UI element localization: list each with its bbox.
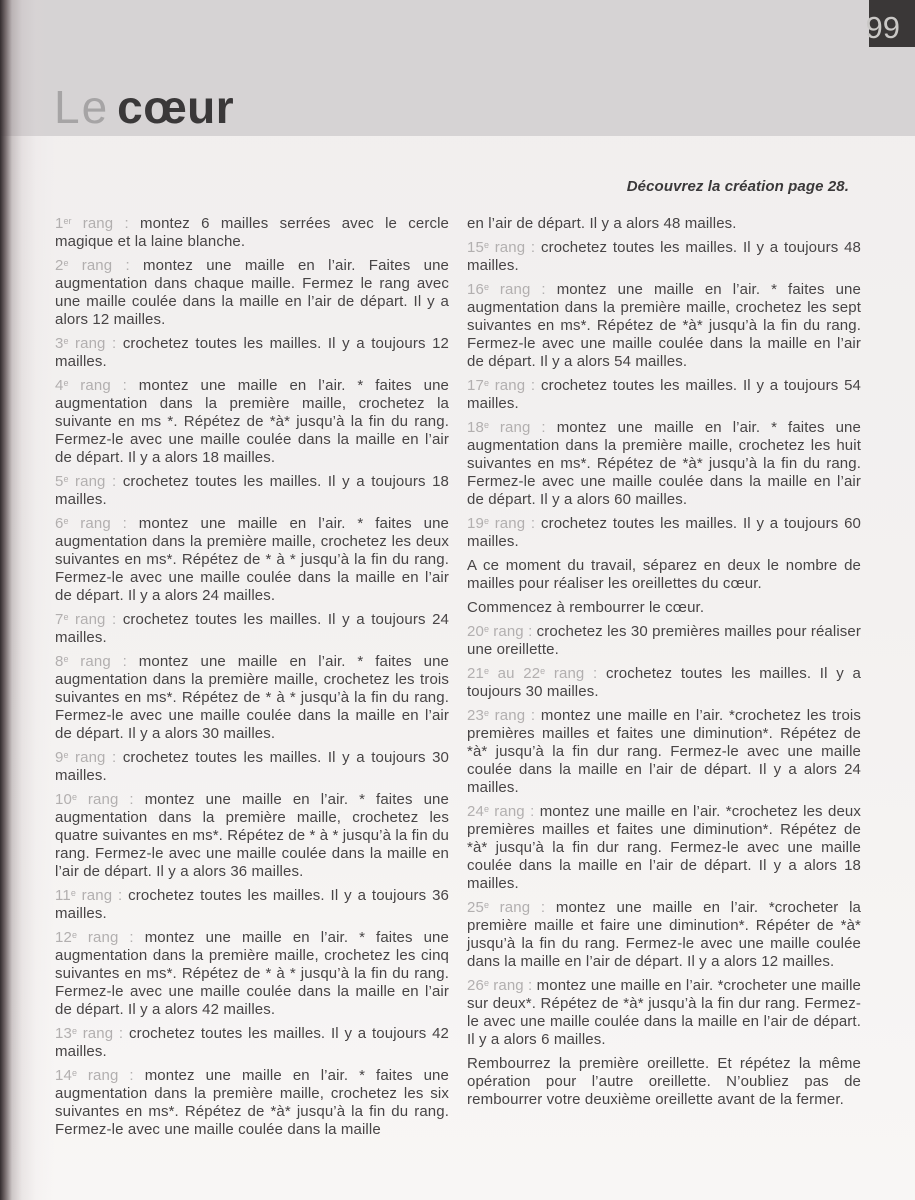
rang-label: 1er rang : bbox=[55, 215, 140, 232]
rang-paragraph bbox=[467, 899, 861, 971]
header-band bbox=[0, 0, 915, 136]
rang-label: 11e rang : bbox=[55, 887, 129, 904]
paragraph-text: crochetez toutes les mailles. Il y a toujours 54 mailles. bbox=[467, 377, 861, 412]
paragraph-text: montez une maille en l’air. * faites une augmentation dans la première maille, crochetez les huit suivantes en ms*. Répétez de *à* jusqu’à la fin du rang. Fermez-le avec une maille coulée dans la maille en l’air de départ. Il y a alors 60 mailles. bbox=[467, 419, 861, 508]
rang-label: 17e rang : bbox=[467, 377, 541, 394]
paragraph-text: A ce moment du travail, séparez en deux le nombre de mailles pour réaliser les oreillettes du cœur. bbox=[467, 557, 861, 592]
paragraph-text: crochetez les 30 premières mailles pour réaliser une oreillette. bbox=[467, 623, 862, 658]
rang-label: 23e rang : bbox=[467, 707, 541, 724]
paragraph-text: crochetez toutes les mailles. Il y a toujours 36 mailles. bbox=[55, 887, 450, 922]
rang-paragraph bbox=[467, 707, 861, 797]
paragraph-text: montez une maille en l’air. * faites une augmentation dans la première maille, crochetez les deux suivantes en ms*. Répétez de * à * jusqu’à la fin du rang. Fermez-le avec une maille coulée dans la maille en l’air de départ. Il y a alors 24 mailles. bbox=[55, 515, 449, 604]
rang-label: 25e rang : bbox=[467, 899, 556, 916]
content-columns bbox=[55, 215, 861, 1139]
rang-paragraph bbox=[467, 281, 861, 371]
rang-paragraph bbox=[467, 377, 861, 413]
rang-paragraph bbox=[55, 749, 449, 785]
paragraph-text: montez une maille en l’air. * faites une augmentation dans la première maille, crochetez les six suivantes en ms*. Répétez de *à* jusqu’à la fin du rang. Fermez-le avec une maille coulée dans la maille bbox=[55, 1067, 449, 1138]
rang-label: 9e rang : bbox=[55, 749, 123, 766]
binding-shadow bbox=[0, 0, 54, 1200]
text-paragraph bbox=[467, 1055, 861, 1109]
paragraph-text: crochetez toutes les mailles. Il y a toujours 30 mailles. bbox=[55, 749, 450, 784]
rang-paragraph bbox=[467, 515, 861, 551]
rang-label: 12e rang : bbox=[55, 929, 145, 946]
paragraph-text: crochetez toutes les mailles. Il y a toujours 12 mailles. bbox=[55, 335, 450, 370]
paragraph-text: crochetez toutes les mailles. Il y a toujours 48 mailles. bbox=[467, 239, 861, 274]
paragraph-text: Rembourrez la première oreillette. Et répétez la même opération pour l’autre oreillette. N’oubliez pas de rembourrer votre deuxième oreillette avant de la fermer. bbox=[467, 1055, 861, 1108]
rang-paragraph bbox=[55, 1067, 449, 1139]
rang-paragraph bbox=[55, 335, 449, 371]
page-title-article: Le bbox=[54, 81, 110, 133]
rang-label: 14e rang : bbox=[55, 1067, 145, 1084]
rang-paragraph bbox=[55, 257, 449, 329]
paragraph-text: crochetez toutes les mailles. Il y a toujours 60 mailles. bbox=[467, 515, 861, 550]
rang-paragraph bbox=[55, 611, 449, 647]
rang-label: 6e rang : bbox=[55, 515, 139, 532]
rang-paragraph bbox=[467, 239, 861, 275]
paragraph-text: montez une maille en l’air. * faites une augmentation dans la première maille, crochetez les sept suivantes en ms*. Répétez de *à* jusqu’à la fin du rang. Fermez-le avec une maille coulée dans la maille en l’air de départ. Il y a alors 54 mailles. bbox=[467, 281, 861, 370]
paragraph-text: crochetez toutes les mailles. Il y a toujours 42 mailles. bbox=[55, 1025, 449, 1060]
rang-label: 16e rang : bbox=[467, 281, 557, 298]
text-paragraph bbox=[467, 599, 861, 617]
rang-label: 20e rang : bbox=[467, 623, 537, 640]
rang-paragraph bbox=[55, 791, 449, 881]
rang-label: 26e rang : bbox=[467, 977, 537, 994]
page-title bbox=[54, 81, 235, 133]
rang-label: 4e rang : bbox=[55, 377, 139, 394]
paragraph-text: crochetez toutes les mailles. Il y a toujours 18 mailles. bbox=[55, 473, 450, 508]
paragraph-text: crochetez toutes les mailles. Il y a toujours 30 mailles. bbox=[467, 665, 861, 700]
rang-label: 5e rang : bbox=[55, 473, 123, 490]
rang-paragraph bbox=[55, 473, 449, 509]
paragraph-text: en l’air de départ. Il y a alors 48 mailles. bbox=[467, 215, 737, 232]
rang-label: 7e rang : bbox=[55, 611, 123, 628]
page-number: 99 bbox=[865, 10, 900, 45]
text-paragraph bbox=[467, 557, 861, 593]
rang-label: 19e rang : bbox=[467, 515, 541, 532]
paragraph-text: montez 6 mailles serrées avec le cercle magique et la laine blanche. bbox=[55, 215, 449, 250]
paragraph-text: montez une maille en l’air. *crocheter une maille sur deux*. Répétez de *à* jusqu’à la fin dur rang. Fermez-le avec une maille coulée dans la maille en l’air de départ. Il y a alors 6 mailles. bbox=[467, 977, 862, 1048]
rang-label: 13e rang : bbox=[55, 1025, 129, 1042]
rang-paragraph bbox=[55, 929, 449, 1019]
paragraph-text: crochetez toutes les mailles. Il y a toujours 24 mailles. bbox=[55, 611, 450, 646]
rang-paragraph bbox=[467, 419, 861, 509]
rang-paragraph bbox=[467, 665, 861, 701]
rang-paragraph bbox=[55, 1025, 449, 1061]
rang-paragraph bbox=[55, 887, 449, 923]
rang-paragraph bbox=[55, 215, 449, 251]
rang-label: 18e rang : bbox=[467, 419, 557, 436]
paragraph-text: montez une maille en l’air. * faites une augmentation dans la première maille, crochetez les trois suivantes en ms*. Répétez de * à * jusqu’à la fin du rang. Fermez-le avec une maille coulée dans la maille en l’air de départ. Il y a alors 30 mailles. bbox=[55, 653, 449, 742]
paragraph-text: montez une maille en l’air. * faites une augmentation dans la première maille, crochetez la suivante en ms *. Répétez de *à* jusqu’à la fin du rang. Fermez-le avec une maille coulée dans la maille en l’air de départ. Il y a alors 18 mailles. bbox=[55, 377, 449, 466]
column-right bbox=[467, 215, 861, 1139]
paragraph-text: montez une maille en l’air. *crochetez les deux premières mailles et faites une diminution*. Répétez de *à* jusqu’à la fin dur rang. Fermez-le avec une maille coulée dans la maille en l’air de départ. Il y a alors 18 mailles. bbox=[467, 803, 861, 892]
rang-paragraph bbox=[467, 977, 861, 1049]
subtitle-reference: Découvrez la création page 28. bbox=[626, 178, 849, 195]
rang-label: 24e rang : bbox=[467, 803, 540, 820]
paragraph-text: montez une maille en l’air. * faites une augmentation dans la première maille, crochetez les cinq suivantes en ms*. Répétez de * à * jusqu’à la fin du rang. Fermez-le avec une maille coulée dans la maille en l’air de départ. Il y a alors 42 mailles. bbox=[55, 929, 449, 1018]
rang-label: 21e au 22e rang : bbox=[467, 665, 607, 682]
column-left bbox=[55, 215, 449, 1139]
rang-label: 2e rang : bbox=[55, 257, 144, 274]
paragraph-text: Commencez à rembourrer le cœur. bbox=[467, 599, 705, 616]
rang-paragraph bbox=[55, 653, 449, 743]
paragraph-text: montez une maille en l’air. *crochetez les trois premières mailles et faites une diminution*. Répétez de *à* jusqu’à la fin dur rang. Fermez-le avec une maille coulée dans la maille en l’air de départ. Il y a alors 24 mailles. bbox=[467, 707, 861, 796]
text-paragraph bbox=[467, 215, 861, 233]
rang-paragraph bbox=[55, 377, 449, 467]
rang-paragraph bbox=[467, 803, 861, 893]
rang-paragraph bbox=[55, 515, 449, 605]
rang-label: 10e rang : bbox=[55, 791, 145, 808]
rang-label: 15e rang : bbox=[467, 239, 541, 256]
paragraph-text: montez une maille en l’air. * faites une augmentation dans la première maille, crochetez les quatre suivantes en ms*. Répétez de * à * jusqu’à la fin du rang. Fermez-le avec une maille coulée dans la maille en l’air de départ. Il y a alors 36 mailles. bbox=[55, 791, 449, 880]
paragraph-text: montez une maille en l’air. Faites une augmentation dans chaque maille. Fermez le rang avec une maille coulée dans la maille en l’air de départ. Il y a alors 12 mailles. bbox=[55, 257, 449, 328]
page-title-word: cœur bbox=[117, 81, 235, 133]
paragraph-text: montez une maille en l’air. *crocheter la première maille et faire une diminution*. Répéter de *à* jusqu’à la fin du rang. Fermez-le avec une maille coulée dans la maille en l’air de départ. Il y a alors 12 mailles. bbox=[467, 899, 862, 970]
rang-paragraph bbox=[467, 623, 861, 659]
rang-label: 3e rang : bbox=[55, 335, 123, 352]
rang-label: 8e rang : bbox=[55, 653, 139, 670]
